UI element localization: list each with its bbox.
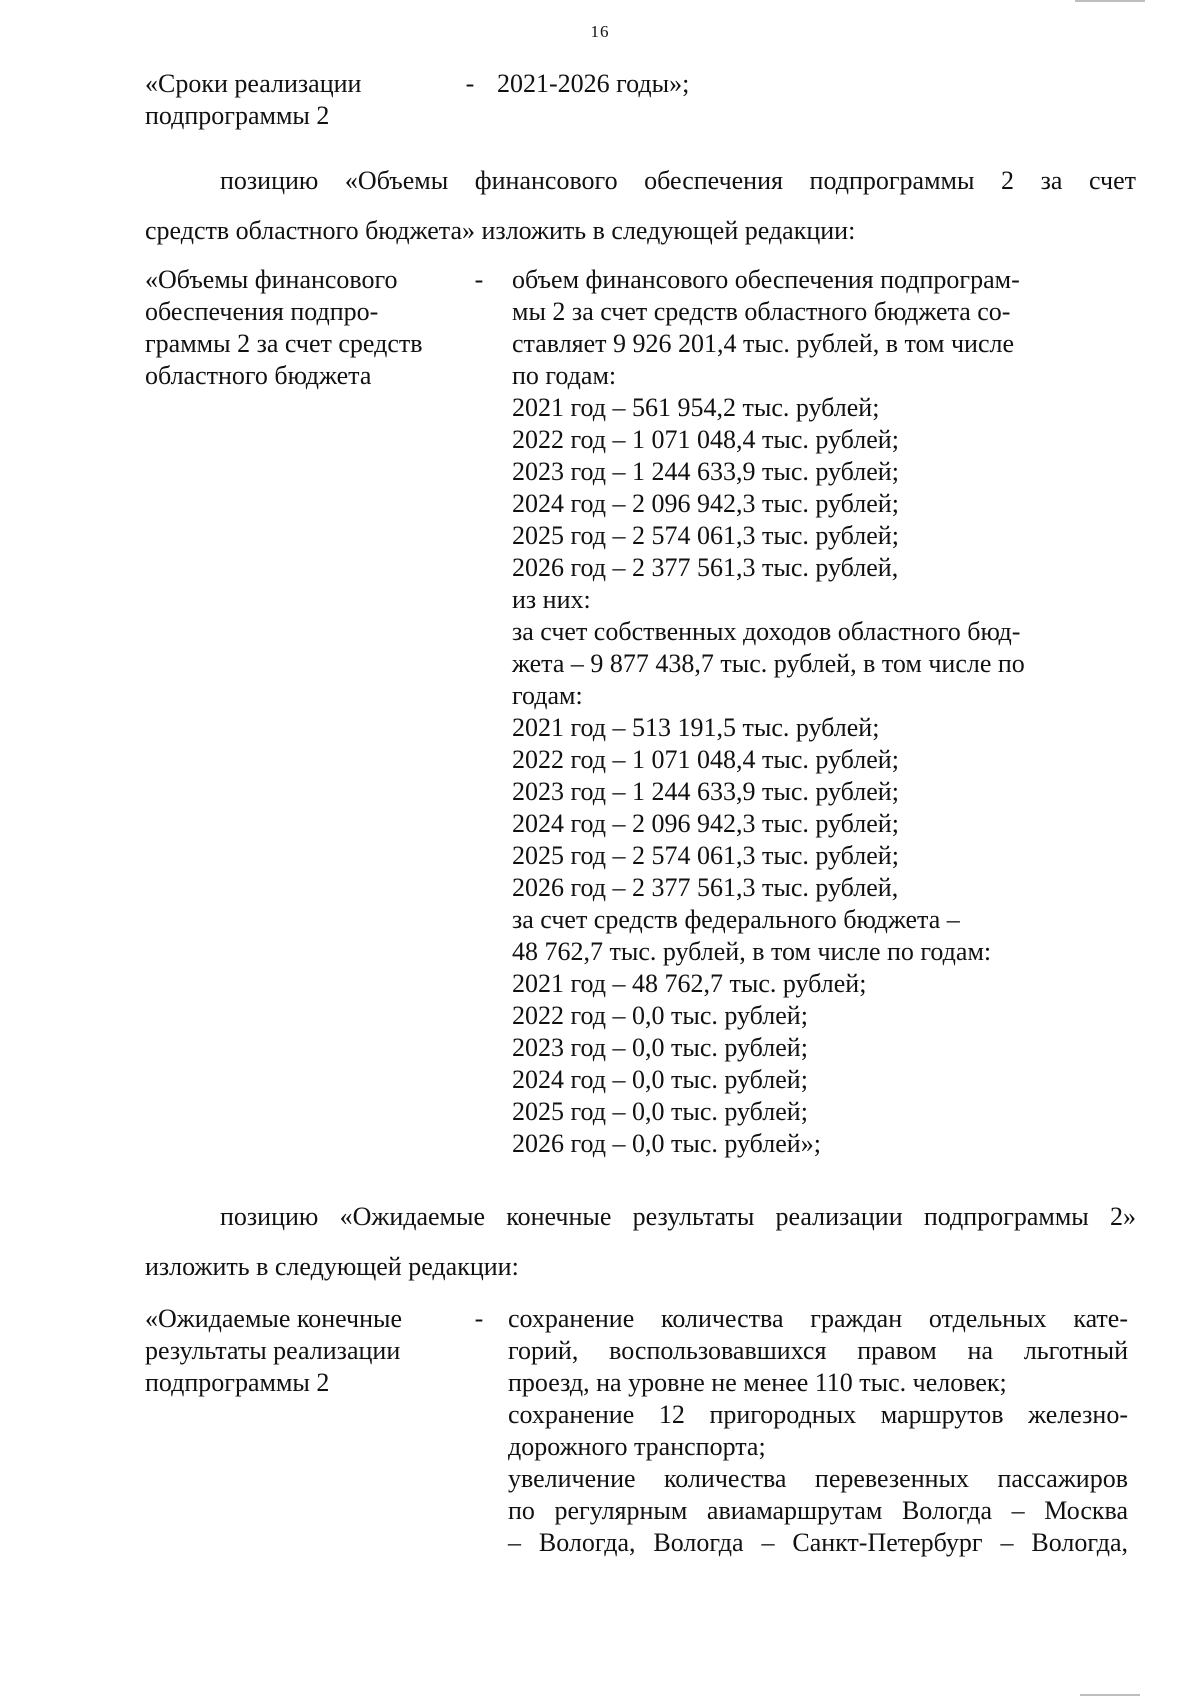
finance-intro-line1: позицию «Объемы финансового обеспечения подпрограммы 2 за счет [220,166,1136,195]
finance-value-line: 2024 год – 2 096 942,3 тыс. рублей; [512,489,899,518]
finance-label-line: областного бюджета [145,361,372,390]
results-label-line: «Ожидаемые конечные [145,1304,403,1333]
results-intro-line1: позицию «Ожидаемые конечные результаты реализации подпрограммы 2» [220,1202,1136,1231]
finance-value-line: 2026 год – 2 377 561,3 тыс. рублей, [512,873,899,902]
finance-value-line: 2026 год – 2 377 561,3 тыс. рублей, [512,553,899,582]
finance-value-line: по годам: [512,361,617,390]
finance-value-line: ставляет 9 926 201,4 тыс. рублей, в том числе [512,329,1015,358]
results-value-line: дорожного транспорта; [508,1432,766,1461]
finance-value [512,264,1072,1160]
finance-value-line: за счет собственных доходов областного бюд- [512,617,1021,646]
finance-value-line: 2023 год – 1 244 633,9 тыс. рублей; [512,777,899,806]
finance-value-line: 2022 год – 1 071 048,4 тыс. рублей; [512,425,899,454]
finance-value-line: за счет средств федерального бюджета – [512,905,960,934]
finance-intro-line2: средств областного бюджета» изложить в следующей редакции: [145,216,856,245]
finance-value-line: 2024 год – 2 096 942,3 тыс. рублей; [512,809,899,838]
results-intro-line2: изложить в следующей редакции: [145,1252,519,1281]
finance-value-line: из них: [512,585,591,614]
terms-value: 2021-2026 годы»; [497,69,690,98]
finance-label-line: граммы 2 за счет средств [145,329,423,358]
finance-value-line: 2021 год – 48 762,7 тыс. рублей; [512,969,867,998]
finance-label [145,264,455,392]
finance-dash: - [474,265,484,294]
results-label-line: результаты реализации [145,1336,401,1365]
finance-value-line: 2025 год – 2 574 061,3 тыс. рублей; [512,841,899,870]
finance-value-line: 2024 год – 0,0 тыс. рублей; [512,1065,808,1094]
finance-value-line: 2025 год – 2 574 061,3 тыс. рублей; [512,521,899,550]
results-value-line: проезд, на уровне не менее 110 тыс. человек; [508,1368,1007,1397]
results-value-line: по регулярным авиамаршрутам Вологда – Москва [508,1496,1128,1525]
finance-value-line: 2022 год – 0,0 тыс. рублей; [512,1001,808,1030]
results-label [145,1303,455,1399]
finance-value-line: мы 2 за счет средств областного бюджета со- [512,297,1011,326]
terms-label [145,68,455,132]
finance-label-line: «Объемы финансового [145,265,398,294]
finance-value-line: годам: [512,681,583,710]
finance-value-line: 2026 год – 0,0 тыс. рублей»; [512,1129,821,1158]
finance-value-line: 2023 год – 1 244 633,9 тыс. рублей; [512,457,899,486]
results-value-line: – Вологда, Вологда – Санкт-Петербург – Вологда, [508,1528,1128,1557]
finance-value-line: объем финансового обеспечения подпрограм- [512,265,1020,294]
scan-mark-top-right [1075,0,1145,2]
terms-label-line: подпрограммы 2 [145,101,330,130]
finance-value-line: 2023 год – 0,0 тыс. рублей; [512,1033,808,1062]
results-value-line: увеличение количества перевезенных пассажиров [508,1464,1128,1493]
results-dash: - [474,1304,484,1333]
finance-value-line: 48 762,7 тыс. рублей, в том числе по годам: [512,937,992,966]
results-value-line: горий, воспользовавшихся правом на льготный [508,1336,1128,1365]
scan-mark-bottom-right [1080,1694,1140,1696]
terms-label-line: «Сроки реализации [145,69,362,98]
finance-value-line: 2022 год – 1 071 048,4 тыс. рублей; [512,745,899,774]
page-number: 16 [590,22,610,41]
finance-value-line: 2021 год – 561 954,2 тыс. рублей; [512,393,880,422]
finance-value-line: 2025 год – 0,0 тыс. рублей; [512,1097,808,1126]
results-label-line: подпрограммы 2 [145,1368,330,1397]
finance-value-line: 2021 год – 513 191,5 тыс. рублей; [512,713,880,742]
results-value-line: сохранение количества граждан отдельных кате- [508,1304,1128,1333]
finance-value-line: жета – 9 877 438,7 тыс. рублей, в том числе по [512,649,1025,678]
results-value-line: сохранение 12 пригородных маршрутов железно- [508,1400,1128,1429]
results-value [508,1303,1128,1559]
terms-dash: - [465,69,475,98]
finance-label-line: обеспечения подпро- [145,297,379,326]
